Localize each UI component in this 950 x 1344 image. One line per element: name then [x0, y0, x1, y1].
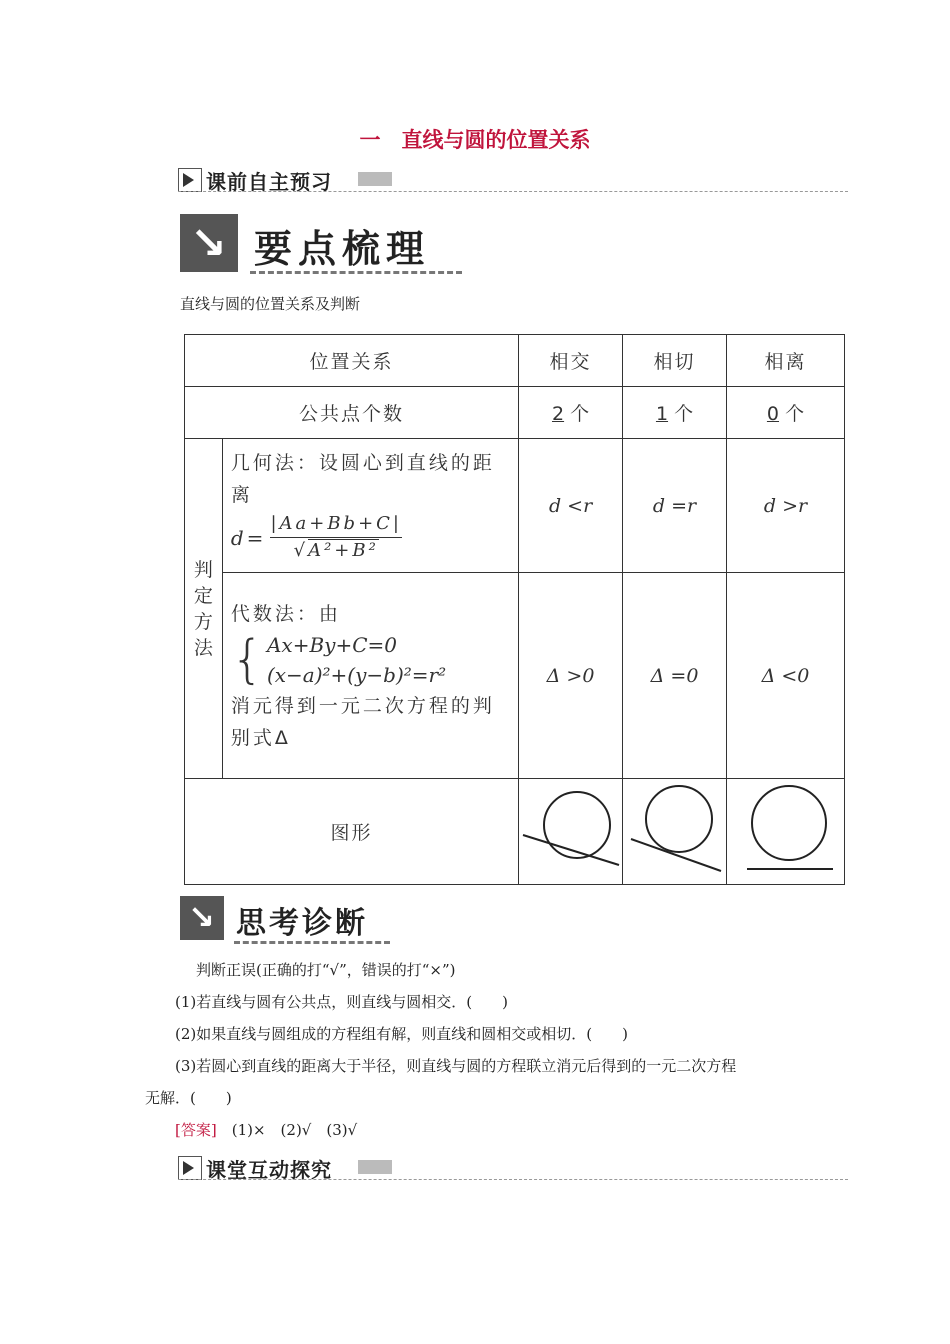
arrow-icon	[178, 168, 202, 192]
divider	[234, 941, 390, 944]
figure-separate	[727, 779, 845, 885]
result-cell: Δ =0	[623, 573, 727, 779]
divider	[178, 191, 848, 192]
divider	[178, 1179, 848, 1180]
col-intersect: 相交	[519, 335, 623, 387]
col-tangent: 相切	[623, 335, 727, 387]
result-cell: d <r	[519, 439, 623, 573]
intro-text: 直线与圆的位置关系及判断	[180, 295, 361, 313]
decorative-bar	[358, 172, 392, 186]
page-title: 一 直线与圆的位置关系	[359, 128, 591, 152]
figure-label: 图形	[185, 779, 519, 885]
heading-text: 要点梳理	[254, 227, 431, 271]
result-cell: d >r	[727, 439, 845, 573]
result-cell: Δ >0	[519, 573, 623, 779]
row-common-points: 公共点个数	[185, 387, 519, 439]
col-header: 位置关系	[185, 335, 519, 387]
answer-text: (1)× (2)√ (3)√	[231, 1121, 358, 1139]
section-bar-interactive	[178, 1154, 848, 1180]
relation-table	[184, 334, 845, 885]
count-cell: 2 个	[519, 387, 623, 439]
section-title: 课堂互动探究	[206, 1158, 332, 1182]
question-3-cont: 无解．( )	[145, 1089, 232, 1107]
decorative-bar	[358, 1160, 392, 1174]
result-cell: Δ <0	[727, 573, 845, 779]
answer-tag: [答案]	[175, 1121, 217, 1139]
geometric-method: 几何法：设圆心到直线的距离 d= $\frac{|Aa+Bb+C|}{\text{√A²+B²}}$	[222, 439, 518, 573]
algebraic-method: 代数法：由 { Ax+By+C=0 (x−a)²+(y−b)²=r² 消元得到一元二次方程的判别式Δ	[222, 573, 518, 779]
count-cell: 0 个	[727, 387, 845, 439]
judge-prompt: 判断正误(正确的打“√”，错误的打“×”)	[196, 961, 456, 979]
count-cell: 1 个	[623, 387, 727, 439]
question-2: (2)如果直线与圆组成的方程组有解，则直线和圆相交或相切．( )	[175, 1025, 628, 1043]
figure-intersect	[519, 779, 623, 885]
heading-thinking	[180, 896, 395, 944]
arrow-icon: ↘	[180, 896, 224, 940]
figure-tangent	[623, 779, 727, 885]
divider	[250, 271, 462, 274]
answer-line	[175, 1120, 357, 1140]
section-title: 课前自主预习	[206, 170, 332, 194]
col-separate: 相离	[727, 335, 845, 387]
heading-key-points	[180, 214, 470, 274]
arrow-icon: ↘	[180, 214, 238, 272]
question-1: (1)若直线与圆有公共点，则直线与圆相交．( )	[175, 993, 508, 1011]
section-bar-preview	[178, 166, 848, 192]
method-label: 判定方法	[185, 439, 223, 779]
result-cell: d =r	[623, 439, 727, 573]
arrow-icon	[178, 1156, 202, 1180]
question-3: (3)若圆心到直线的距离大于半径，则直线与圆的方程联立消元后得到的一元二次方程	[175, 1057, 737, 1075]
heading-text: 思考诊断	[236, 906, 368, 941]
